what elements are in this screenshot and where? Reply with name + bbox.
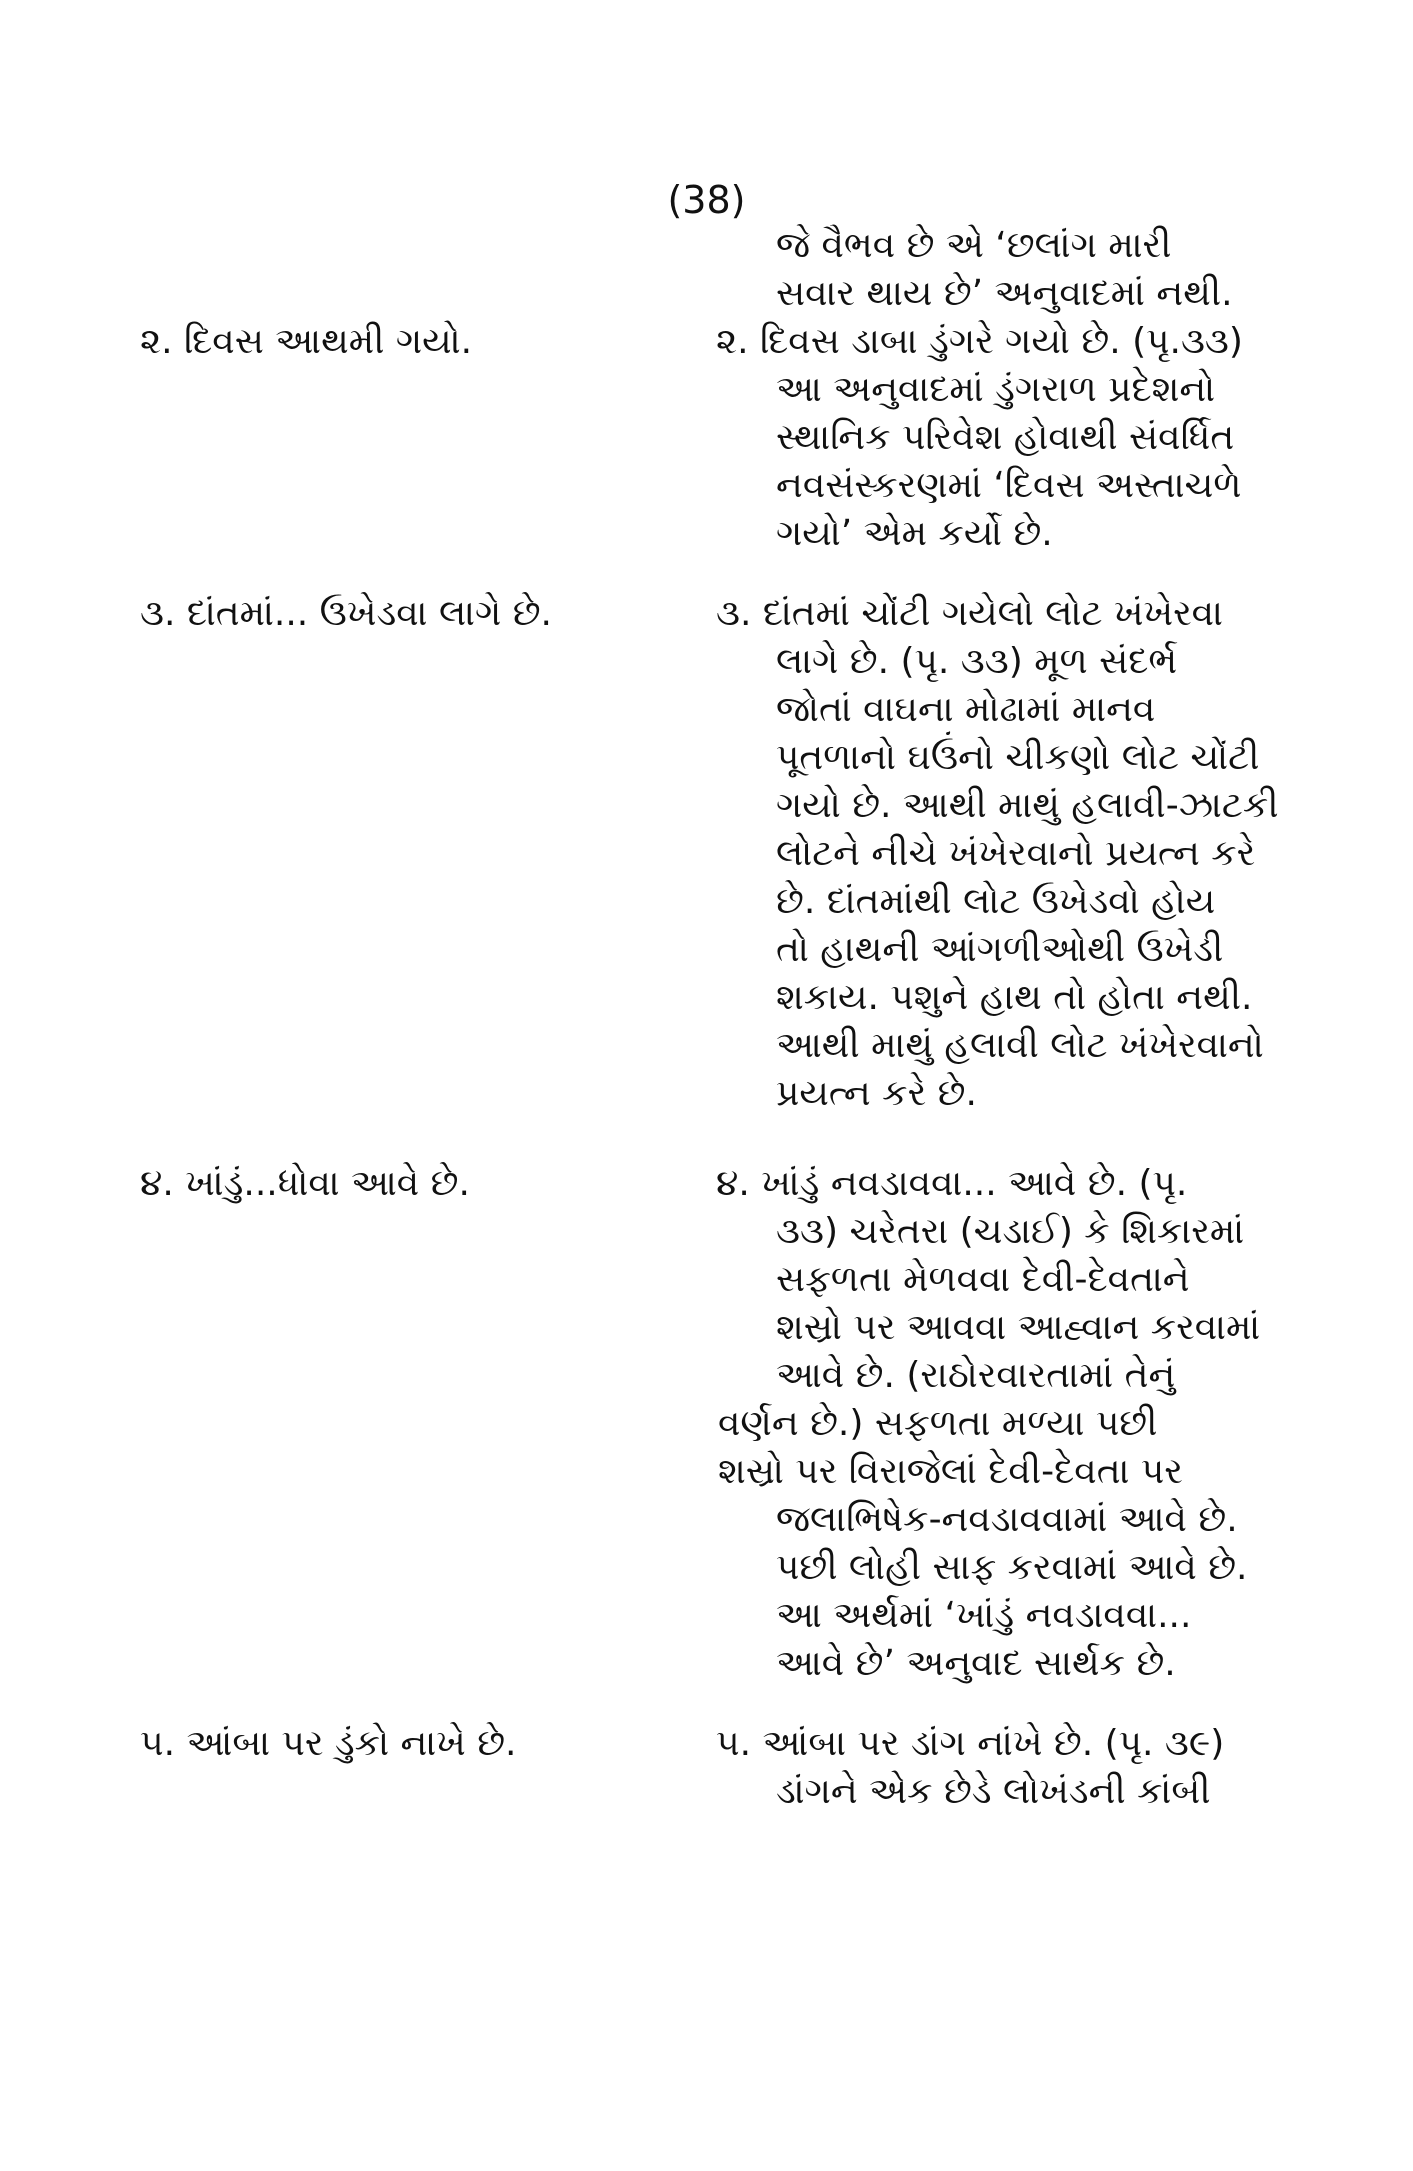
entry-right-line: આવે છે. (રાઠોરવારતામાં તેનું bbox=[776, 1355, 1176, 1396]
entry-right-line: સ્થાનિક પરિવેશ હોવાથી સંવર્ધિત bbox=[776, 417, 1235, 458]
entry-right-line: ગયો’ એમ કર્યો છે. bbox=[776, 513, 1053, 554]
intro-line: જે વૈભવ છે એ ‘છલાંગ મારી bbox=[776, 225, 1172, 266]
intro-line: સવાર થાય છે’ અનુવાદમાં નથી. bbox=[776, 273, 1233, 314]
entry-right-line: પૂતળાનો ઘઉંનો ચીકણો લોટ ચોંટી bbox=[776, 737, 1260, 778]
entry-right-line: ગયો છે. આથી માથું હલાવી-ઝાટકી bbox=[776, 785, 1279, 826]
entry-right-line: શકાય. પશુને હાથ તો હોતા નથી. bbox=[776, 977, 1253, 1018]
entry-right-line: જલાભિષેક-નવડાવવામાં આવે છે. bbox=[776, 1499, 1238, 1540]
entry-right-line: છે. દાંતમાંથી લોટ ઉખેડવો હોય bbox=[776, 881, 1216, 922]
entry-right-line: પછી લોહી સાફ કરવામાં આવે છે. bbox=[776, 1547, 1248, 1588]
entry-right-line: તો હાથની આંગળીઓથી ઉખેડી bbox=[776, 929, 1224, 970]
entry-right-line: ૩૩) ચરેતરા (ચડાઈ) કે શિકારમાં bbox=[776, 1211, 1245, 1252]
entry-right-line: વર્ણન છે.) સફળતા મળ્યા પછી bbox=[718, 1403, 1158, 1444]
entry-right-line: નવસંસ્કરણમાં ‘દિવસ અસ્તાચળે bbox=[776, 465, 1242, 506]
entry-right-line: ડાંગને એક છેડે લોખંડની કાંબી bbox=[776, 1771, 1211, 1812]
entry-right-first: ૩. દાંતમાં ચોંટી ગયેલો લોટ ખંખેરવા bbox=[716, 593, 1223, 634]
entry-right-line: આ અનુવાદમાં ડુંગરાળ પ્રદેશનો bbox=[776, 369, 1216, 410]
entry-right-first: ૨. દિવસ ડાબા ડુંગરે ગયો છે. (પૃ.૩૩) bbox=[716, 321, 1243, 362]
entry-right-line: જોતાં વાઘના મોઢામાં માનવ bbox=[776, 689, 1156, 730]
entry-right-line: પ્રયત્ન કરે છે. bbox=[776, 1073, 977, 1114]
entry-right-first: ૪. ખાંડું નવડાવવા... આવે છે. (પૃ. bbox=[716, 1163, 1188, 1204]
entry-left-term: ૨. દિવસ આથમી ગયો. bbox=[140, 321, 473, 362]
entry-right-first: ૫. આંબા પર ડાંગ નાંખે છે. (પૃ. ૩૯) bbox=[716, 1723, 1225, 1764]
entry-right-line: શસ્રો પર આવવા આહ્વાન કરવામાં bbox=[776, 1307, 1261, 1348]
entry-right-line: સફળતા મેળવવા દેવી-દેવતાને bbox=[776, 1259, 1190, 1300]
entry-right-line: આવે છે’ અનુવાદ સાર્થક છે. bbox=[776, 1643, 1176, 1684]
entry-right-line: શસ્રો પર વિરાજેલાં દેવી-દેવતા પર bbox=[718, 1451, 1183, 1492]
entry-right-line: આથી માથું હલાવી લોટ ખંખેરવાનો bbox=[776, 1025, 1264, 1066]
entry-right-line: આ અર્થમાં ‘ખાંડું નવડાવવા... bbox=[776, 1595, 1192, 1636]
entry-left-term: ૩. દાંતમાં... ઉખેડવા લાગે છે. bbox=[140, 593, 552, 634]
entry-right-line: લોટને નીચે ખંખેરવાનો પ્રયત્ન કરે bbox=[776, 833, 1256, 874]
entry-left-term: ૪. ખાંડું...ધોવા આવે છે. bbox=[140, 1163, 470, 1204]
entry-left-term: ૫. આંબા પર ડુંકો નાખે છે. bbox=[140, 1723, 517, 1764]
page-number: (38) bbox=[667, 178, 746, 222]
entry-right-line: લાગે છે. (પૃ. ૩૩) મૂળ સંદર્ભ bbox=[776, 641, 1178, 682]
